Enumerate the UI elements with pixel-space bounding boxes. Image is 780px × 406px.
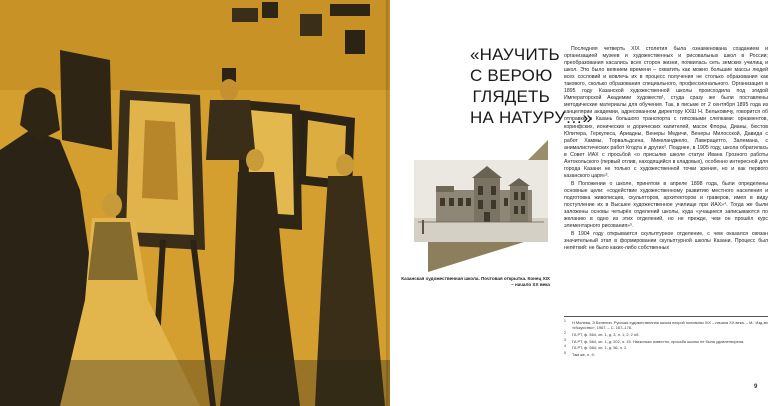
page-number: 9 (754, 384, 758, 390)
chapter-heading (470, 44, 593, 128)
footnote: 1 Н.Молева, Э.Белютин. Русская художественная школа второй половины XIX – начала XX века. – М.: Изд-во «Искусство», 1967. – С. 167–178. (564, 319, 768, 331)
footnote: 5 Там же, л. 9. (564, 351, 595, 358)
footnote: 4 ГА РТ, ф. 564, оп. 1, д. 56, л. 2. (564, 344, 628, 351)
school-building-drawing (414, 160, 548, 242)
heading-line: «НАУЧИТЬ (470, 45, 560, 64)
body-paragraph: В Положении о школе, принятом в апреле 1898 года, были определены основные цели: «содействие художественному развитию местного населения и подготовка живописцев, скульпторов, архитекторов и граверов, имея в виду поступление их в Высшее художественное училище при ИАХ»⁴. Тогда же были заложены основы четырёх отделений школы, куда «учащиеся записываются по желанию в одно из этих отделений, но не прежде, чем он прошёл курс элементарного рисования»⁵. (564, 180, 768, 230)
body-text (564, 46, 768, 252)
heading-line: НА НАТУРУ…» (470, 108, 593, 127)
footnote: 3 ГА РТ, ф. 564, оп. 1, д. 202, л. 15. Насколько известно, просьба школы не была удовлетворена. (564, 337, 745, 344)
footnotes (564, 316, 768, 359)
footnote: 2 ГА РТ, ф. 564, оп. 1, д. 3, л. 1, 2, 2 об. (564, 330, 640, 337)
body-paragraph: Последняя четверть XIX столетия была ознаменована созданием и организацией музеев и художественных и рисовальных школ в России; преобразования касались всех сторон жизни, появилась сеть земских училищ и школ. Это было веянием времени – охватить как можно большие массы людей всех сословий и вовлечь их в процесс получения не столько образования как такового, сколько образования специального, профессионального. Организация в 1895 году Казанской художественной школы происходила под эгидой Императорской Академии художеств¹, студа сразу же были поставлены методические материалы для обучения. Так, в письме от 2 сентября 1895 года из канцелярии академии, адресованном директору КХШ Н. Бельковичу, говорится об отправке в Казань большого транспорта с гипсовыми слепками: орнаментов, коринфских, ионических и дорических капителей, масок Флоры, Дианы, бюстов Юпитера, Геркулеса, Ариадны, Венеры Медичи, Венеры Милосской, Давида с работ Хаммы, Торвальдсена, Микеланджело, Лаверацетто, Залемана, с анималистических работ Кгодта и других². Позднее, в 1905 году, школа обратилась в Совет ИАХ с просьбой «о присылке школе статуи Ивана Грозного работы Антокольского (первый отлив, находящийся в кладовых), особенно интересной для города Казани не только с художественной точки зрения, но и как первого казанского царя»³. (564, 46, 768, 179)
heading-line: ГЛЯДЕТЬ (472, 87, 550, 106)
body-paragraph: В 1904 году открывается скульптурное отделение, с чем оказался связан значительный этап в формировании скульптурной школы Казани. Процесс был непёткий: не было каких-либо собственных (564, 231, 768, 252)
decorative-triangle-bottom (428, 242, 524, 272)
figure-caption: Казанская художественная школа. Почтовая открытка. Конец XIX – начало XX века (401, 276, 550, 287)
heading-line: С ВЕРОЮ (470, 66, 553, 85)
decorative-triangle-top (528, 140, 548, 160)
postcard-illustration (414, 160, 548, 242)
